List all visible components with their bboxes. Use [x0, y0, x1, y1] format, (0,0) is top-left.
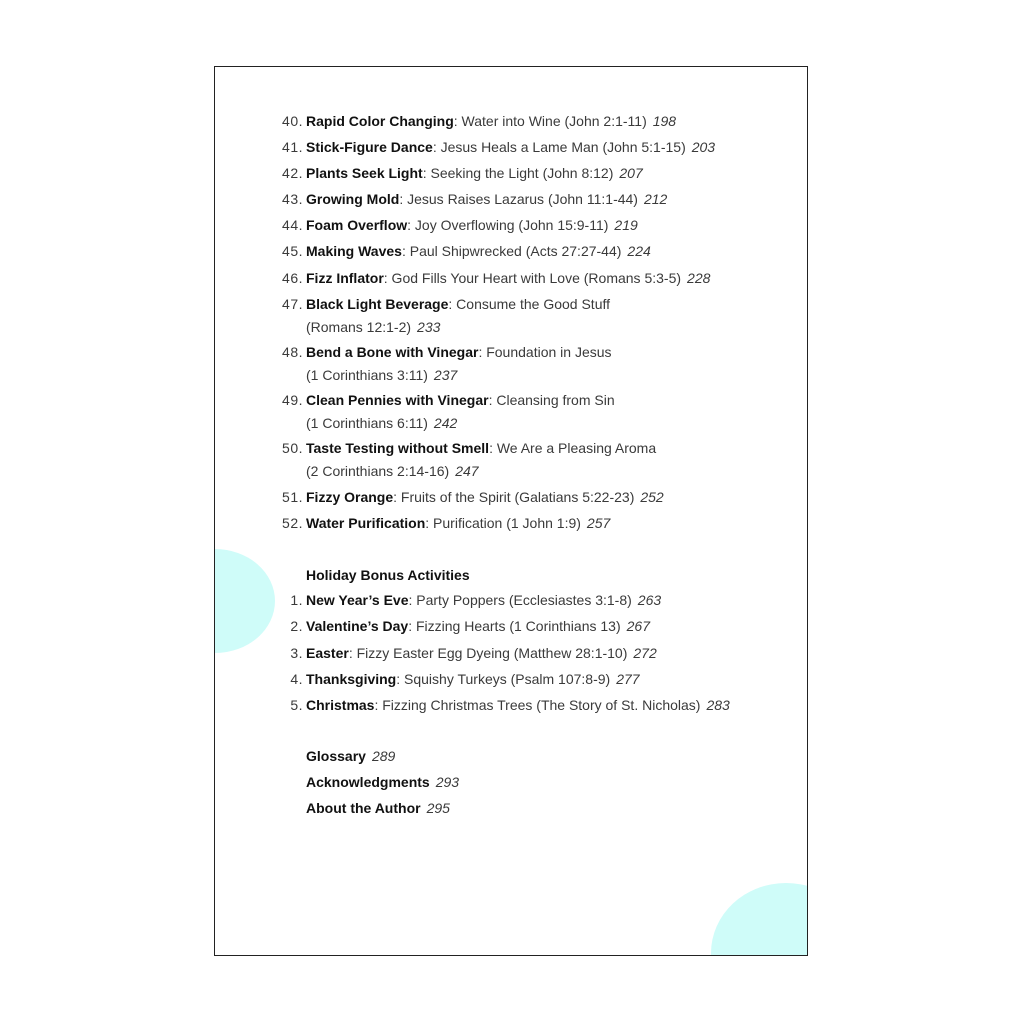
entry-number: 41. [282, 139, 303, 155]
toc-entry-49 [267, 389, 787, 434]
holiday-entry-1 [267, 589, 787, 612]
entry-title: Bend a Bone with Vinegar [306, 344, 479, 360]
entry-description: : Party Poppers (Ecclesiastes 3:1-8) [408, 592, 632, 608]
entry-title: Easter [306, 645, 349, 661]
entry-description: : Fizzing Christmas Trees (The Story of St. Nicholas) [374, 697, 701, 713]
entry-description: : Paul Shipwrecked (Acts 27:27-44) [401, 243, 622, 259]
entry-number: 46. [282, 270, 303, 286]
entry-title: Clean Pennies with Vinegar [306, 392, 489, 408]
entry-page-number: 228 [687, 270, 711, 286]
entry-page-number: 212 [643, 191, 668, 207]
entry-description: : Cleansing from Sin [488, 392, 615, 408]
back-matter-glossary [306, 745, 395, 767]
entry-number: 40. [282, 113, 303, 129]
toc-entry-48 [267, 341, 787, 386]
entry-page-number: 252 [640, 489, 664, 505]
entry-page-number: 198 [652, 113, 677, 129]
toc-entry-45 [267, 240, 787, 263]
entry-number: 51. [282, 489, 303, 505]
entry-description-continued: (1 Corinthians 6:11) [306, 414, 428, 431]
entry-title: Rapid Color Changing [306, 113, 454, 129]
entry-description: : Squishy Turkeys (Psalm 107:8-9) [396, 671, 611, 687]
entry-page-number: 237 [433, 366, 458, 383]
entry-number: 42. [282, 165, 303, 181]
entry-page-number: 247 [455, 462, 479, 479]
entry-title: Making Waves [306, 243, 402, 259]
entry-description: : God Fills Your Heart with Love (Romans 5:3-5) [383, 270, 682, 286]
entry-number: 48. [282, 344, 303, 360]
toc-entry-42 [267, 162, 787, 185]
entry-page-number: 203 [691, 139, 716, 155]
entry-title: Fizz Inflator [306, 270, 384, 286]
entry-page-number: 267 [626, 618, 650, 634]
entry-title: Growing Mold [306, 191, 400, 207]
book-page [214, 66, 808, 956]
back-matter-acknowledgments [306, 771, 459, 793]
toc-entry-46 [267, 267, 787, 290]
entry-number: 52. [282, 515, 303, 531]
entry-description: : Fizzy Easter Egg Dyeing (Matthew 28:1-10) [348, 645, 628, 661]
entry-page-number: 277 [616, 671, 640, 687]
entry-title: Water Purification [306, 515, 426, 531]
entry-title: Stick-Figure Dance [306, 139, 433, 155]
entry-number: 49. [282, 392, 303, 408]
entry-number: 1. [290, 592, 303, 608]
entry-title: Fizzy Orange [306, 489, 394, 505]
entry-title: Acknowledgments [306, 774, 430, 790]
entry-title: Christmas [306, 697, 375, 713]
entry-title: Black Light Beverage [306, 296, 449, 312]
entry-title: Thanksgiving [306, 671, 397, 687]
toc-entry-44 [267, 214, 787, 237]
entry-description: : Joy Overflowing (John 15:9-11) [407, 217, 609, 233]
toc-entry-47 [267, 293, 787, 338]
entry-page-number: 272 [633, 645, 657, 661]
toc-entry-50 [267, 437, 787, 482]
entry-title: New Year’s Eve [306, 592, 409, 608]
entry-page-number: 293 [435, 774, 460, 790]
entry-description-continued: (Romans 12:1-2) [306, 318, 412, 335]
entry-page-number: 283 [706, 697, 730, 713]
table-of-contents [215, 67, 807, 955]
entry-page-number: 295 [426, 800, 450, 816]
entry-number: 50. [282, 440, 303, 456]
entry-title: Plants Seek Light [306, 165, 423, 181]
entry-number: 45. [282, 243, 303, 259]
toc-entry-41 [267, 136, 787, 159]
entry-description-continued: (1 Corinthians 3:11) [306, 366, 428, 383]
entry-description: : Jesus Heals a Lame Man (John 5:1-15) [432, 139, 686, 155]
entry-title: Valentine’s Day [306, 618, 409, 634]
entry-page-number: 257 [586, 515, 611, 531]
entry-description: : Jesus Raises Lazarus (John 11:1-44) [399, 191, 638, 207]
toc-entry-40 [267, 110, 787, 133]
entry-title: Foam Overflow [306, 217, 408, 233]
entry-description: : Foundation in Jesus [478, 344, 612, 360]
entry-description: : Water into Wine (John 2:1-11) [453, 113, 647, 129]
entry-page-number: 207 [619, 165, 643, 181]
entry-description: : Purification (1 John 1:9) [425, 515, 581, 531]
entry-description-continued: (2 Corinthians 2:14-16) [306, 462, 450, 479]
toc-entry-43 [267, 188, 787, 211]
entry-title: Glossary [306, 748, 366, 764]
entry-number: 2. [290, 618, 303, 634]
entry-page-number: 263 [637, 592, 662, 608]
entry-number: 47. [282, 296, 303, 312]
entry-title: About the Author [306, 800, 421, 816]
holiday-entry-2 [267, 615, 787, 638]
entry-description: : Fruits of the Spirit (Galatians 5:22-23) [393, 489, 635, 505]
holiday-section-heading: Holiday Bonus Activities [306, 567, 470, 583]
holiday-entry-4 [267, 668, 787, 691]
entry-page-number: 242 [433, 414, 458, 431]
entry-number: 4. [290, 671, 303, 687]
toc-entry-52 [267, 512, 787, 535]
holiday-entry-5 [267, 694, 787, 717]
entry-number: 44. [282, 217, 303, 233]
entry-description: : Fizzing Hearts (1 Corinthians 13) [408, 618, 621, 634]
entry-number: 3. [290, 645, 303, 661]
entry-description: : Seeking the Light (John 8:12) [422, 165, 614, 181]
entry-description: : We Are a Pleasing Aroma [489, 440, 657, 456]
entry-page-number: 224 [627, 243, 651, 259]
back-matter-about-author [306, 797, 450, 819]
entry-number: 43. [282, 191, 303, 207]
entry-title: Taste Testing without Smell [306, 440, 490, 456]
holiday-entry-3 [267, 642, 787, 665]
entry-page-number: 289 [371, 748, 396, 764]
entry-page-number: 233 [417, 318, 441, 335]
entry-description: : Consume the Good Stuff [448, 296, 611, 312]
entry-number: 5. [290, 697, 303, 713]
toc-entry-51 [267, 486, 787, 509]
entry-page-number: 219 [614, 217, 638, 233]
